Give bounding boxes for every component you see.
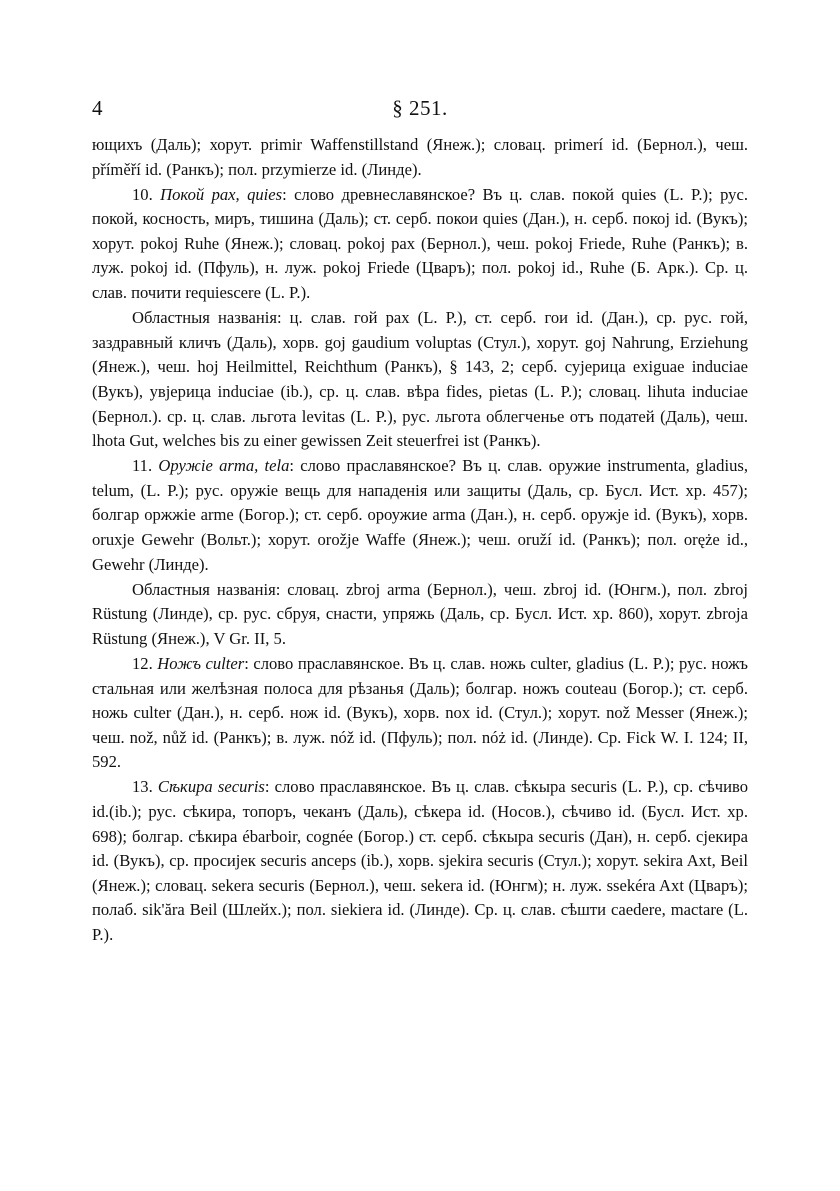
regional-names-paragraph [92, 306, 748, 454]
paragraph-text: Областныя названія: ц. слав. гой pax (L. P.), ст. серб. гои id. (Дан.), ср. рус. гой, заздравный кличъ (Даль), хорв. goj gaudium voluptas (Стул.), хорут. goj Nahrung, Erziehung (Янеж.), чеш. hoj Heilmittel, Reichthum (Ранкъ), § 143, 2; серб. суjерица exiguae induciae (Вукъ), увjерица induciae (ib.), ср. ц. слав. вѣра fides, pietas (L. P.); словац. lihuta induciae (Бернол.). ср. ц. слав. льгота levitas (L. P.), рус. льгота облегченье отъ податей (Даль), чеш. lhota Gut, welches bis zu einer gewissen Zeit steuerfrei ist (Ранкъ). [92, 308, 748, 451]
paragraph-text: Областныя названія: словац. zbroj arma (Бернол.), чеш. zbroj id. (Юнгм.), пол. zbroj Rüstung (Линде), ср. рус. сбруя, снасти, упряжь (Даль, ср. Бусл. Ист. хр. 860), хорут. zbroja Rüstung (Янеж.), V Gr. II, 5. [92, 579, 748, 648]
entry-text: : слово праславянское. Въ ц. слав. ножь culter, gladius (L. P.); рус. ножъ стальная или желѣзная полоса для рѣзанья (Даль); болгар. ножъ couteau (Богор.); ст. серб. ножь culter (Дан.), н. серб. нож id. (Вукъ), хорв. nox id. (Стул.); хорут. nož Messer (Янеж.); чеш. nož, nůž id. (Ранкъ); в. луж. nóž id. (Пфуль); пол. nóż id. (Линде). Ср. Fick W. I. 124; II, 592. [92, 653, 748, 772]
entry-nozh [92, 652, 748, 775]
page-body [92, 133, 748, 948]
entry-sekira [92, 775, 748, 947]
entry-number: 13. [132, 777, 158, 797]
section-title: § 251. [392, 96, 448, 120]
paragraph-continuation [92, 133, 748, 182]
regional-names-paragraph [92, 578, 748, 652]
entry-number: 11. [132, 456, 159, 476]
entry-headword: Ножъ culter [157, 653, 245, 673]
entry-number: 12. [132, 653, 158, 673]
page-number: 4 [92, 96, 103, 120]
entry-text: : слово праславянское. Въ ц. слав. сѣкыра securis (L. P.), ср. сѣчиво id.(ib.); рус. сѣкира, топоръ, чеканъ (Даль), сѣкера id. (Носов.), сѣчиво id. (Бусл. Ист. хр. 698); болгар. сѣкира ébarboir, cognée (Богор.) ст. серб. сѣкыра securis (Дан), н. серб. сjекира id. (Вукъ), ср. просиjек securis anceps (ib.), хорв. sjekira securis (Стул.); хорут. sekira Axt, Beil (Янеж.); словац. sekera securis (Бернол.), чеш. sekera id. (Юнгм); н. луж. ssekéra Axt (Цваръ); полаб. sik'ăra Beil (Шлейх.); пол. siekiera id. (Линде). Ср. ц. слав. сѣшти caedere, mactare (L. P.). [92, 777, 749, 944]
entry-headword: Сѣкира securis [157, 777, 265, 797]
entry-oruzhie [92, 454, 748, 577]
entry-headword: Покой pax, quies [160, 184, 283, 204]
entry-number: 10. [132, 184, 161, 204]
entry-headword: Оружіе arma, tela [158, 456, 290, 476]
page-header [92, 96, 748, 122]
entry-pokoj [92, 183, 748, 306]
entry-text: : слово праславянское? Въ ц. слав. оружие instrumenta, gladius, telum, (L. P.); рус. оружіе вещь для нападенія или защиты (Даль, ср. Бусл. Ист. хр. 457); болгар оржжіе arme (Богор.); ст. серб. ороужие arma (Дан.), н. серб. оружjе id. (Вукъ), хорв. oruxje Gewehr (Вольт.); хорут. orožje Waffe (Янеж.); чеш. oruží id. (Ранкъ); пол. oręże id., Gewehr (Линде). [92, 456, 748, 574]
paragraph-text: ющихъ (Даль); хорут. primir Waffenstillstand (Янеж.); словац. primerí id. (Бернол.), чеш. příměří id. (Ранкъ); пол. przymierze id. (Линде). [92, 135, 748, 179]
entry-text: : слово древнеславянское? Въ ц. слав. покой quies (L. P.); рус. покой, косность, миръ, тишина (Даль); ст. серб. покои quies (Дан.), н. серб. покоj id. (Вукъ); хорут. pokoj Ruhe (Янеж.); словац. pokoj pax (Бернол.), чеш. pokoj Friede, Ruhe (Ранкъ); в. луж. pokoj id. (Пфуль), н. луж. pokoj Friede (Цваръ); пол. pokoj id., Ruhe (Б. Арк.). Ср. ц. слав. почити requiescere (L. P.). [92, 184, 748, 303]
